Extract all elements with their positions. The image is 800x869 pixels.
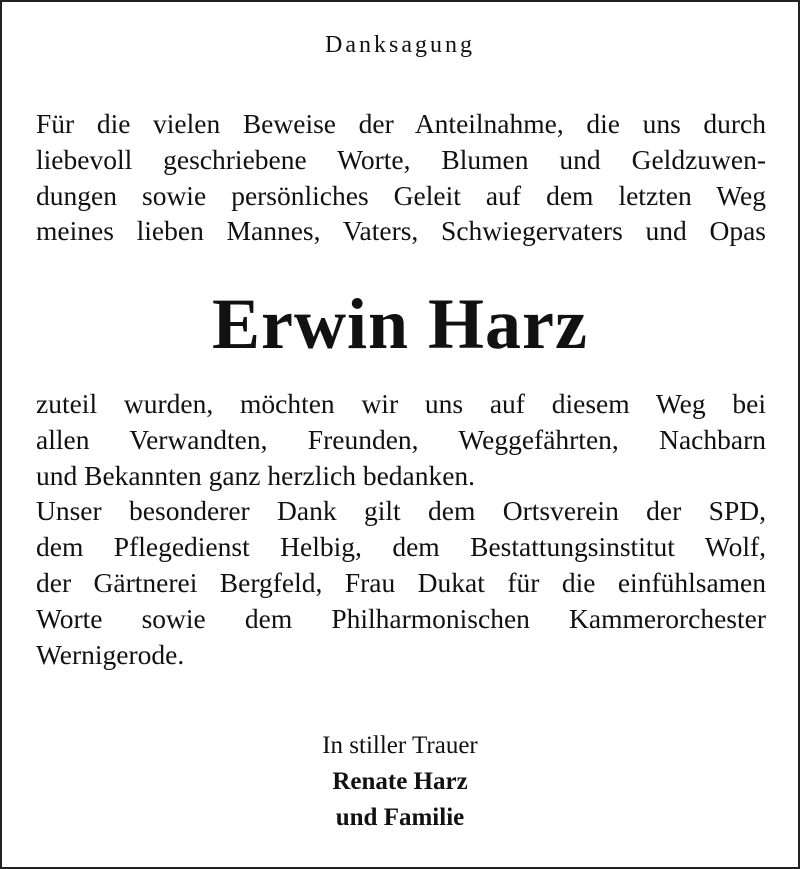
intro-line: dungen sowie persönliches Geleit auf dem letzten Weg <box>36 179 766 211</box>
intro-paragraph <box>36 106 766 249</box>
closing-phrase: In stiller Trauer <box>322 732 478 759</box>
outro-line: und Bekannten ganz herzlich bedanken. <box>36 459 476 491</box>
outro-line: der Gärtnerei Bergfeld, Frau Dukat für die einfühlsamen <box>36 566 766 598</box>
notice-heading: Danksagung <box>325 32 475 58</box>
signatory-name: Renate Harz <box>332 768 468 795</box>
intro-line: meines lieben Mannes, Vaters, Schwiegervaters und Opas <box>36 215 766 247</box>
closing-block <box>2 728 798 836</box>
signatory-family: und Familie <box>335 804 465 831</box>
outro-line: allen Verwandten, Freunden, Weggefährten, Nachbarn <box>36 423 766 455</box>
outro-line: zuteil wurden, möchten wir uns auf diesem Weg bei <box>36 388 766 419</box>
outro-line: dem Pflegedienst Helbig, dem Bestattungsinstitut Wolf, <box>36 531 766 563</box>
intro-line: Für die vielen Beweise der Anteilnahme, die uns durch <box>36 108 766 139</box>
outro-paragraph <box>36 386 766 672</box>
outro-line: Worte sowie dem Philharmonischen Kammerorchester <box>36 602 766 634</box>
outro-line: Unser besonderer Dank gilt dem Ortsverein der SPD, <box>36 495 766 527</box>
deceased-name: Erwin Harz <box>212 284 588 364</box>
intro-line: liebevoll geschriebene Worte, Blumen und Geldzuwen- <box>36 143 766 175</box>
outro-line: Wernigerode. <box>36 638 185 670</box>
